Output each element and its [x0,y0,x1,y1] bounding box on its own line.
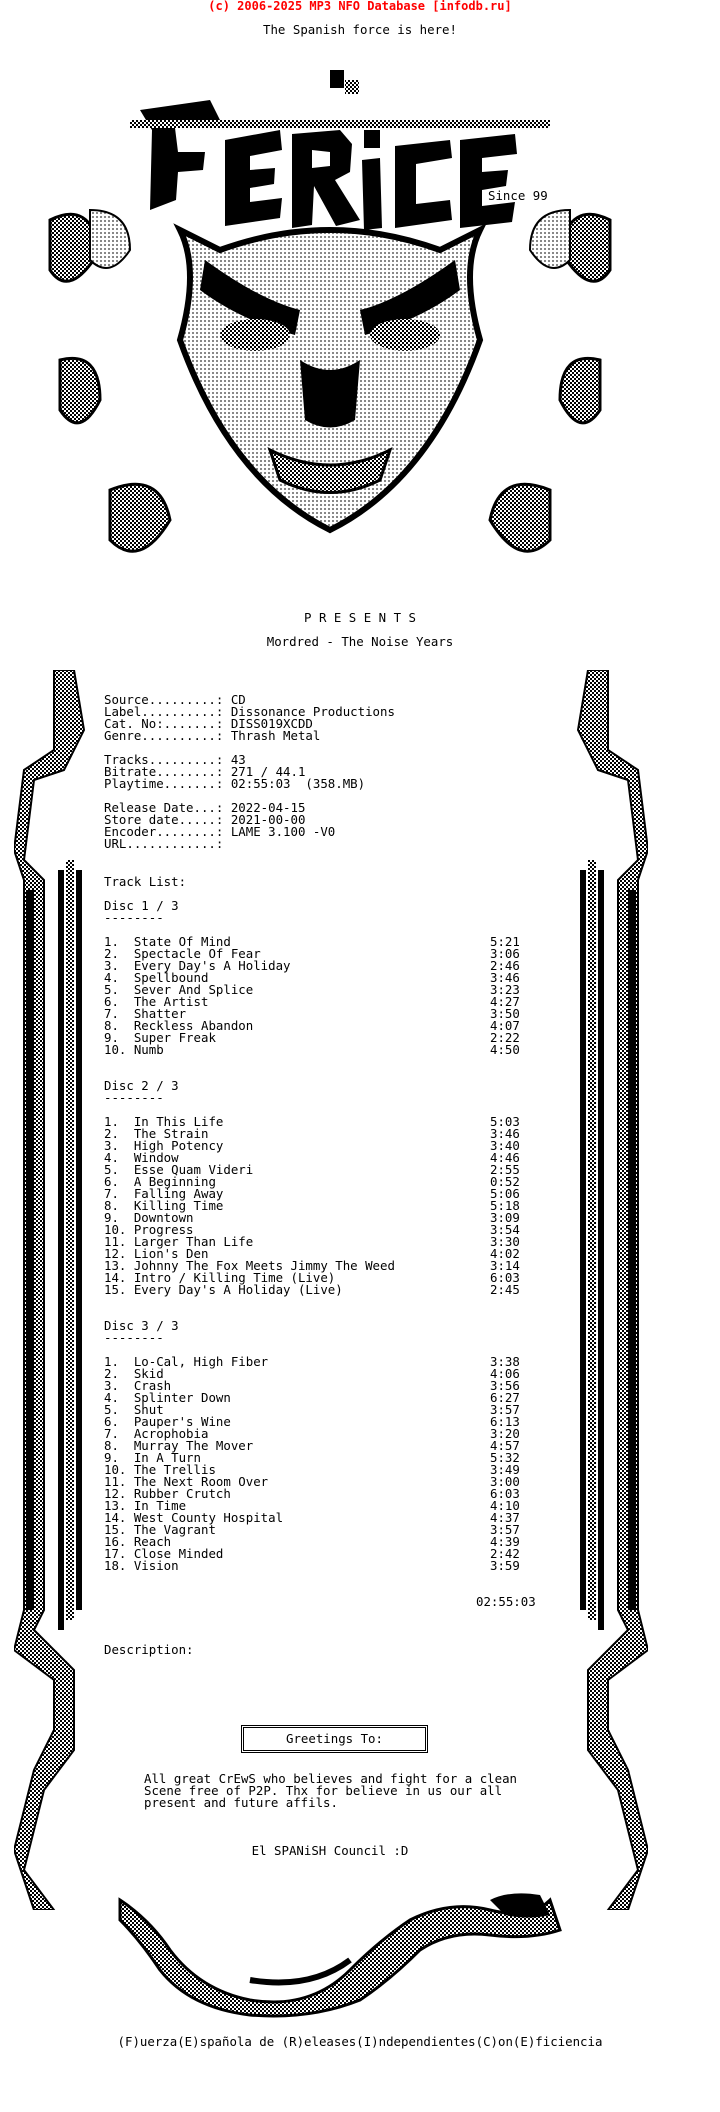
nfodb-header[interactable]: (c) 2006-2025 MP3 NFO Database [infodb.ru] [208,0,512,13]
track-number: 2. [104,1126,134,1141]
track-title: Rubber Crutch [133,1486,231,1501]
track-duration: 3:57 [490,1402,520,1417]
track-duration: 3:06 [490,946,520,961]
left-pillar-art [14,670,104,1910]
track-number: 6. [104,1414,134,1429]
track-duration: 2:22 [490,1030,520,1045]
info-row [104,778,365,790]
track-number: 3. [104,1378,134,1393]
tagline: The Spanish force is here! [263,22,457,37]
info-value: 43 [223,752,246,767]
track-duration: 4:10 [490,1498,520,1513]
track-number: 12. [104,1486,134,1501]
track-duration: 3:49 [490,1462,520,1477]
track-title: Progress [133,1222,194,1237]
track-number: 14. [104,1270,134,1285]
track-number: 7. [104,1426,134,1441]
track-number: 8. [104,1198,134,1213]
track-duration: 3:00 [490,1474,520,1489]
disc-underline: -------- [104,1330,164,1345]
track-duration: 5:32 [490,1450,520,1465]
info-label: Cat. No:.......: [104,716,224,731]
track-title: Splinter Down [133,1390,231,1405]
track-title: The Artist [133,994,209,1009]
track-number: 6. [104,994,134,1009]
track-duration: 3:50 [490,1006,520,1021]
track-duration: 3:30 [490,1234,520,1249]
track-title: Reckless Abandon [133,1018,254,1033]
track-duration: 6:03 [490,1270,520,1285]
info-label: Store date.....: [104,812,224,827]
track-title: In This Life [133,1114,224,1129]
info-value: LAME 3.100 -V0 [223,824,336,839]
info-value: 02:55:03 (358.MB) [223,776,366,791]
right-ornaments [490,210,610,551]
track-duration: 4:50 [490,1042,520,1057]
track-title: Larger Than Life [133,1234,254,1249]
total-time: 02:55:03 [476,1594,536,1609]
release-title: Mordred - The Noise Years [266,634,454,649]
track-title: Crash [133,1378,172,1393]
track-duration: 4:27 [490,994,520,1009]
track-title: Johnny The Fox Meets Jimmy The Weed [133,1258,395,1273]
track-number: 10. [104,1222,134,1237]
track-title: Intro / Killing Time (Live) [133,1270,336,1285]
greetings-line: All great CrEwS who believes and fight for a clean [144,1771,517,1786]
track-title: Reach [133,1534,172,1549]
info-label: Source.........: [104,692,224,707]
track-duration: 3:46 [490,1126,520,1141]
track-title: In Time [133,1498,187,1513]
track-title: Numb [133,1042,164,1057]
track-number: 18. [104,1558,134,1573]
track-number: 9. [104,1210,134,1225]
track-duration: 4:57 [490,1438,520,1453]
info-row [104,730,320,742]
info-row [104,838,231,850]
info-label: Playtime.......: [104,776,224,791]
track-number: 2. [104,1366,134,1381]
right-pillar-art [558,670,648,1910]
track-title: Murray The Mover [133,1438,254,1453]
track-row [104,1560,179,1572]
track-number: 5. [104,1162,134,1177]
track-number: 11. [104,1474,134,1489]
info-value: 2021-00-00 [223,812,306,827]
track-duration: 6:27 [490,1390,520,1405]
track-title: Falling Away [133,1186,224,1201]
track-duration: 2:46 [490,958,520,973]
info-label: Label..........: [104,704,224,719]
info-value: 271 / 44.1 [223,764,306,779]
track-duration: 2:55 [490,1162,520,1177]
track-duration: 5:03 [490,1114,520,1129]
track-duration: 4:46 [490,1150,520,1165]
track-number: 5. [104,1402,134,1417]
disc-underline: -------- [104,1090,164,1105]
track-number: 10. [104,1042,134,1057]
info-label: Genre..........: [104,728,224,743]
track-title: Super Freak [133,1030,216,1045]
signature: El SPANiSH Council :D [251,1843,409,1858]
track-number: 10. [104,1462,134,1477]
ferice-logo-art [0,60,720,620]
track-duration: 4:39 [490,1534,520,1549]
info-value [223,836,230,851]
track-duration: 4:06 [490,1366,520,1381]
dragon-art [110,1860,570,2020]
track-row [104,1284,343,1296]
info-value: 2022-04-15 [223,800,306,815]
description-heading: Description: [104,1642,194,1657]
track-duration: 3:54 [490,1222,520,1237]
track-number: 13. [104,1498,134,1513]
greetings-box: Greetings To: [241,1725,428,1753]
track-title: The Vagrant [133,1522,216,1537]
track-number: 7. [104,1186,134,1201]
info-label: Bitrate........: [104,764,224,779]
track-duration: 3:14 [490,1258,520,1273]
track-number: 16. [104,1534,134,1549]
track-title: Lion's Den [133,1246,209,1261]
logo-letters [130,70,550,230]
track-title: In A Turn [133,1450,201,1465]
since-label: Since 99 [488,188,548,203]
track-duration: 4:37 [490,1510,520,1525]
track-duration: 3:59 [490,1558,520,1573]
track-duration: 5:18 [490,1198,520,1213]
track-duration: 6:03 [490,1486,520,1501]
track-number: 4. [104,1390,134,1405]
face-art [180,230,480,530]
disc-underline: -------- [104,910,164,925]
footer-motto: (F)uerza(E)spañola de (R)eleases(I)ndependientes(C)on(E)ficiencia [117,2034,603,2049]
track-number: 11. [104,1234,134,1249]
info-value: DISS019XCDD [223,716,313,731]
track-number: 8. [104,1018,134,1033]
info-label: Release Date...: [104,800,224,815]
track-number: 8. [104,1438,134,1453]
left-ornaments [50,210,170,551]
track-number: 12. [104,1246,134,1261]
track-duration: 3:09 [490,1210,520,1225]
track-duration: 0:52 [490,1174,520,1189]
track-row [104,1044,164,1056]
track-number: 1. [104,1354,134,1369]
track-number: 7. [104,1006,134,1021]
track-duration: 3:20 [490,1426,520,1441]
track-duration: 4:02 [490,1246,520,1261]
track-duration: 3:46 [490,970,520,985]
track-title: Every Day's A Holiday (Live) [133,1282,343,1297]
disc-title: Disc 1 / 3 [104,898,179,913]
track-title: Shatter [133,1006,187,1021]
track-number: 2. [104,946,134,961]
track-title: Spectacle Of Fear [133,946,261,961]
info-label: Tracks.........: [104,752,224,767]
track-title: Every Day's A Holiday [133,958,291,973]
track-title: West County Hospital [133,1510,284,1525]
track-duration: 3:40 [490,1138,520,1153]
disc-title: Disc 2 / 3 [104,1078,179,1093]
info-value: CD [223,692,246,707]
track-title: State Of Mind [133,934,231,949]
greetings-line: Scene free of P2P. Thx for believe in us our all [144,1783,503,1798]
track-title: Killing Time [133,1198,224,1213]
track-title: High Potency [133,1138,224,1153]
track-title: Acrophobia [133,1426,209,1441]
track-title: A Beginning [133,1174,216,1189]
track-number: 15. [104,1522,134,1537]
track-title: Shut [133,1402,164,1417]
info-label: URL............: [104,836,224,851]
info-value: Thrash Metal [223,728,321,743]
track-title: Skid [133,1366,164,1381]
track-number: 4. [104,1150,134,1165]
track-title: Vision [133,1558,179,1573]
track-duration: 4:07 [490,1018,520,1033]
track-number: 3. [104,1138,134,1153]
tracklist-heading: Track List: [104,874,187,889]
track-title: Sever And Splice [133,982,254,997]
track-title: The Next Room Over [133,1474,269,1489]
track-duration: 5:06 [490,1186,520,1201]
track-duration: 3:56 [490,1378,520,1393]
track-title: Window [133,1150,179,1165]
track-number: 15. [104,1282,134,1297]
track-title: Pauper's Wine [133,1414,231,1429]
track-number: 5. [104,982,134,997]
track-number: 1. [104,1114,134,1129]
track-duration: 2:42 [490,1546,520,1561]
disc-title: Disc 3 / 3 [104,1318,179,1333]
track-title: Spellbound [133,970,209,985]
greetings-line: present and future affils. [144,1795,338,1810]
info-value: Dissonance Productions [223,704,395,719]
track-duration: 5:21 [490,934,520,949]
track-duration: 3:38 [490,1354,520,1369]
track-duration: 3:23 [490,982,520,997]
track-duration: 6:13 [490,1414,520,1429]
info-label: Encoder........: [104,824,224,839]
track-duration: 2:45 [490,1282,520,1297]
track-duration: 3:57 [490,1522,520,1537]
track-number: 14. [104,1510,134,1525]
track-number: 9. [104,1450,134,1465]
track-title: The Trellis [133,1462,216,1477]
track-title: Close Minded [133,1546,224,1561]
track-title: The Strain [133,1126,209,1141]
track-number: 9. [104,1030,134,1045]
track-number: 1. [104,934,134,949]
track-title: Downtown [133,1210,194,1225]
track-number: 13. [104,1258,134,1273]
presents-label: P R E S E N T S [304,610,416,625]
track-title: Lo-Cal, High Fiber [133,1354,269,1369]
track-title: Esse Quam Videri [133,1162,254,1177]
track-number: 17. [104,1546,134,1561]
track-number: 4. [104,970,134,985]
track-number: 3. [104,958,134,973]
track-number: 6. [104,1174,134,1189]
